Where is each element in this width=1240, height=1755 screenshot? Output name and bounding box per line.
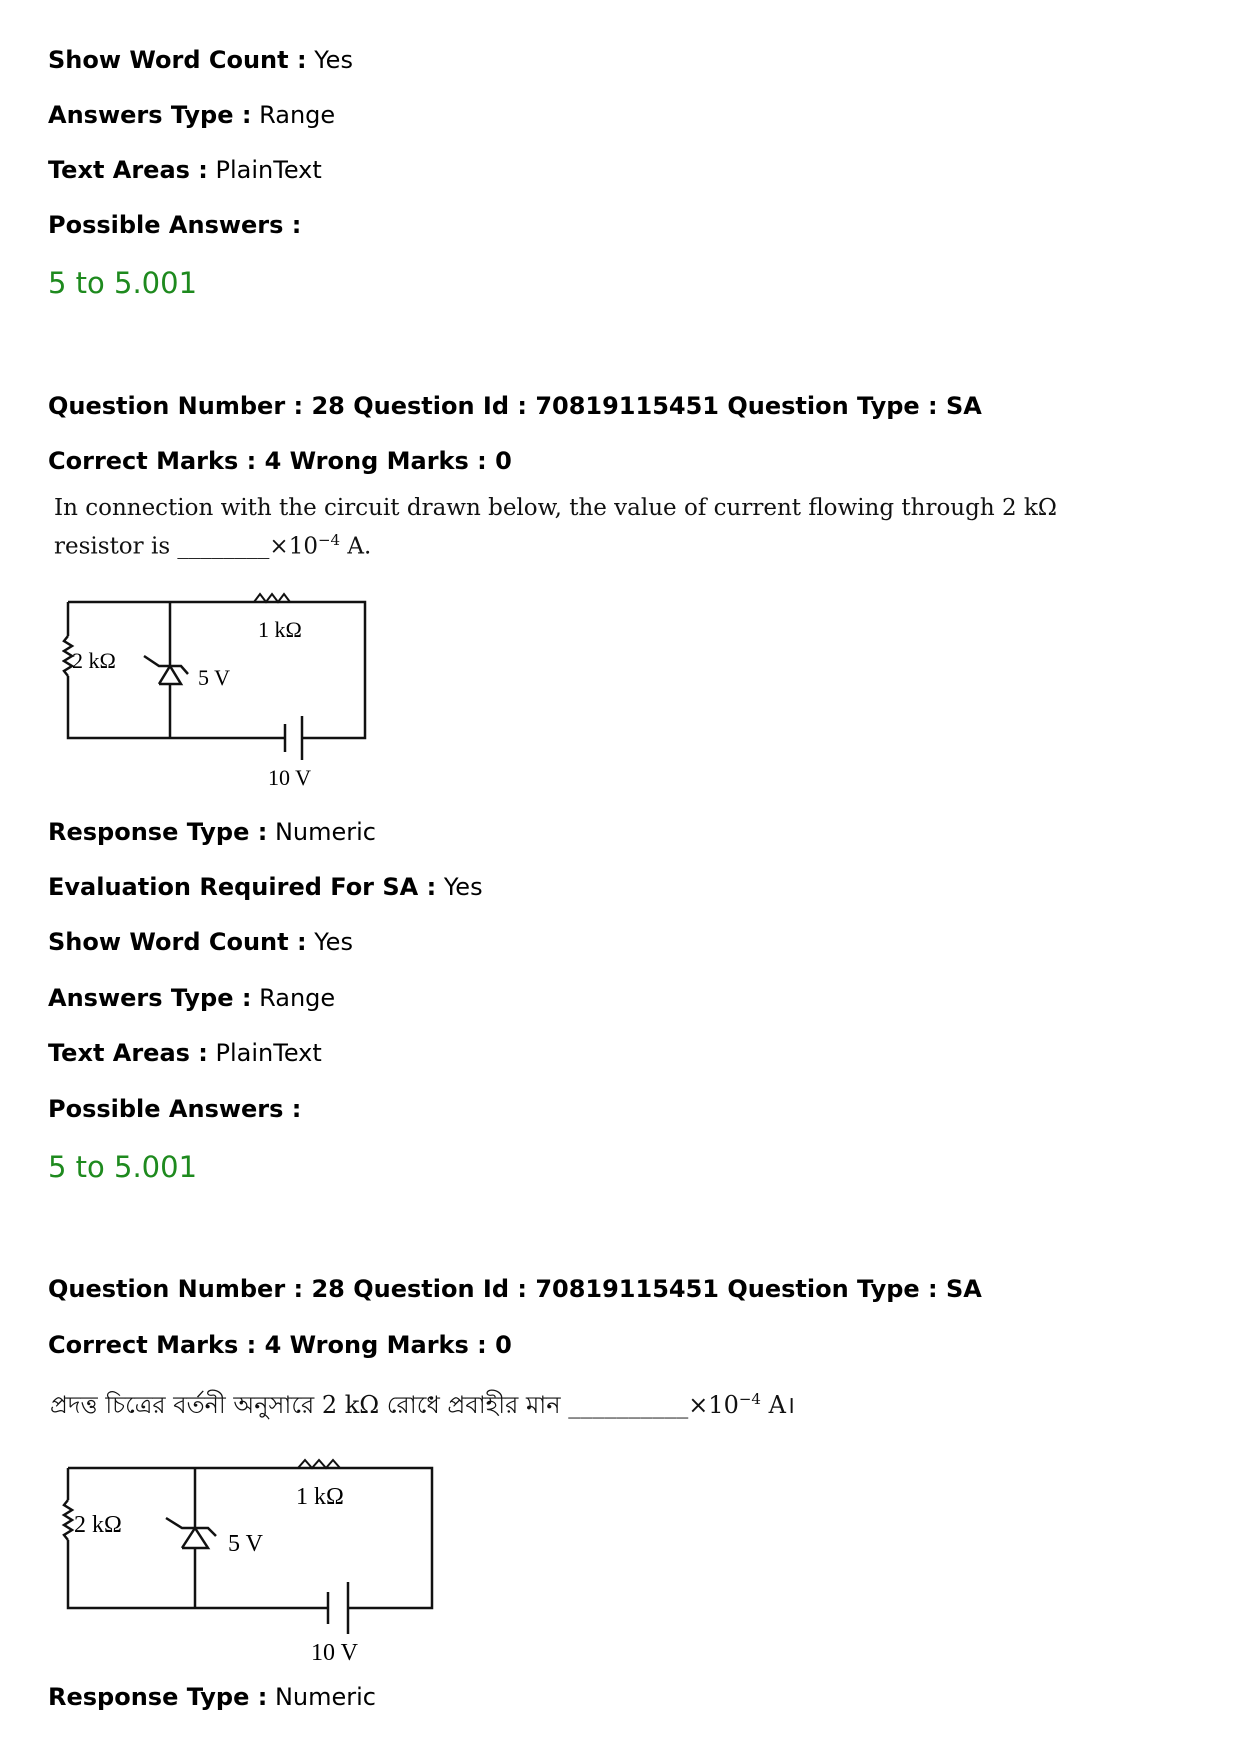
resistor-2k-label: 2 kΩ <box>72 648 116 673</box>
question-header: Question Number : 28 Question Id : 70819115451 Question Type : SA <box>48 1275 982 1303</box>
question-text: In connection with the circuit drawn below, the value of current flowing through 2 kΩ resistor is $\_\_\_\_\_\_\_\_\times 10^{-4}$ A. <box>54 495 1057 560</box>
text-areas-row: Text Areas : PlainText <box>48 1039 322 1067</box>
show-word-count-row: Show Word Count : Yes <box>48 928 353 956</box>
possible-answer-value: 5 to 5.001 <box>48 266 198 300</box>
question-marks: Correct Marks : 4 Wrong Marks : 0 <box>48 447 512 475</box>
battery-label: 10 V <box>311 1640 358 1666</box>
question-text-bengali: প্রদত্ত চিত্রের বর্তনী অনুসারে 2 kΩ রোধে প্রবাহীর মান $\_\_\_\_\_\_\_\_\_\_\times 10^{-4}$ A। <box>50 1390 796 1419</box>
show-word-count-row: Show Word Count : Yes <box>48 46 353 74</box>
text-areas-row: Text Areas : PlainText <box>48 156 322 184</box>
zener-label: 5 V <box>198 665 230 690</box>
response-type-row: Response Type : Numeric <box>48 1683 376 1711</box>
possible-answers-label: Possible Answers : <box>48 1095 302 1123</box>
question-header: Question Number : 28 Question Id : 70819115451 Question Type : SA <box>48 392 982 420</box>
resistor-2k-label: 2 kΩ <box>74 1512 122 1538</box>
resistor-1k-label: 1 kΩ <box>296 1484 344 1510</box>
battery-label: 10 V <box>268 765 311 790</box>
response-type-row: Response Type : Numeric <box>48 818 376 846</box>
answers-type-row: Answers Type : Range <box>48 101 336 129</box>
possible-answers-label: Possible Answers : <box>48 211 302 239</box>
question-marks: Correct Marks : 4 Wrong Marks : 0 <box>48 1331 512 1359</box>
resistor-1k-label: 1 kΩ <box>258 617 302 642</box>
circuit-diagram <box>62 588 382 798</box>
answers-type-row: Answers Type : Range <box>48 984 336 1012</box>
evaluation-row: Evaluation Required For SA : Yes <box>48 873 483 901</box>
zener-label: 5 V <box>228 1531 263 1557</box>
possible-answer-value: 5 to 5.001 <box>48 1150 198 1184</box>
circuit-diagram <box>58 1450 448 1670</box>
